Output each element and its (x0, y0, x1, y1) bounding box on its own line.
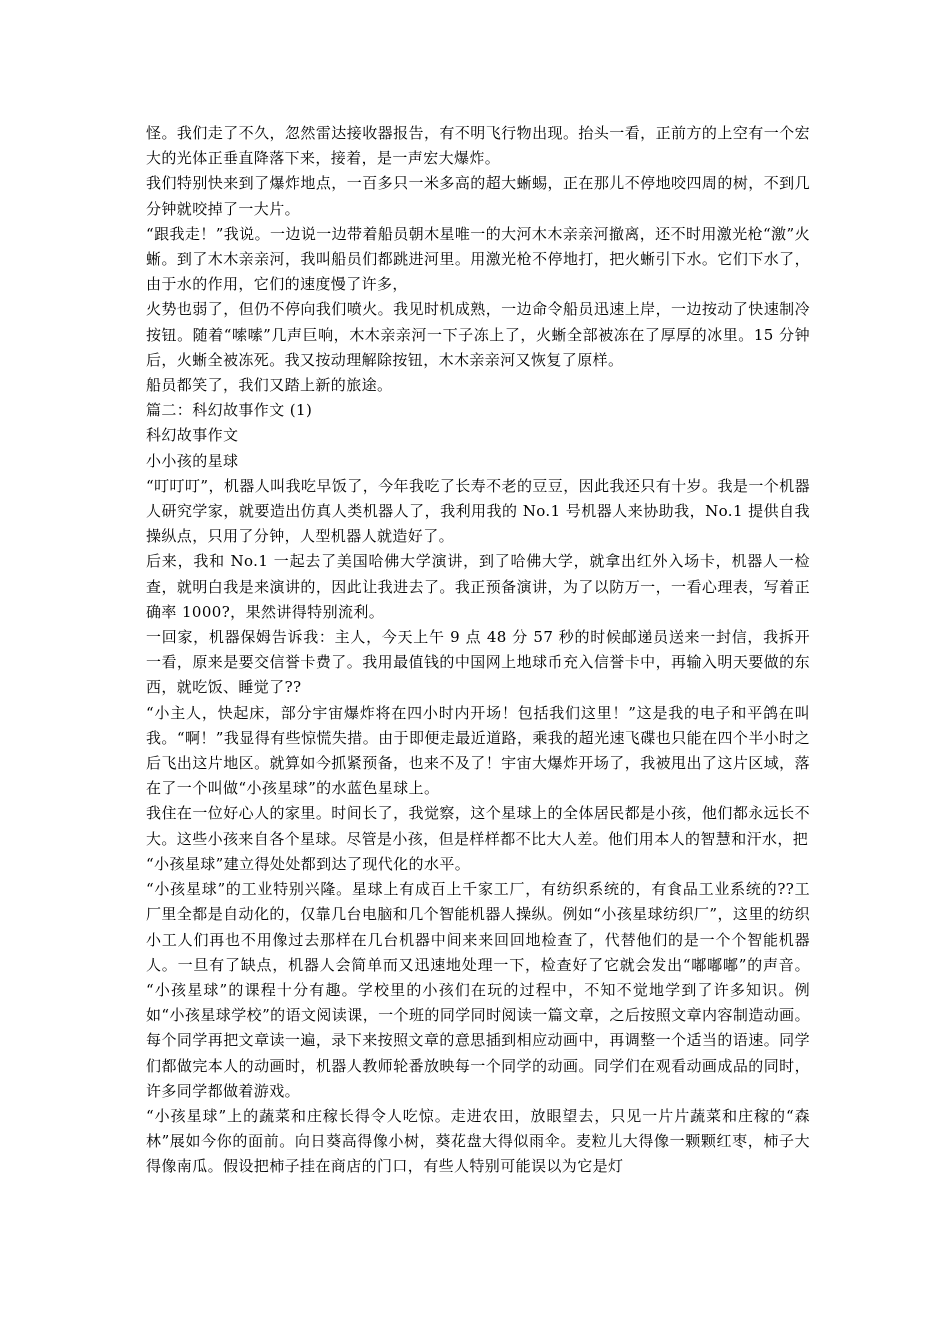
section-heading: 篇二：科幻故事作文 (1) (146, 401, 313, 420)
paragraph-14: “小孩星球”建立得处处都到达了现代化的水平。 (146, 854, 471, 873)
paragraph-5: 船员都笑了，我们又踏上新的旅途。 (146, 376, 393, 395)
paragraph-13: 我住在一位好心人的家里。时间长了，我觉察，这个星球上的全体居民都是小孩，他们都永远长不大。这些小孩来自各个星球。尽管是小孩，但是样样都不比大人差。他们用本人的智慧和汗水，把 (146, 804, 810, 848)
document-body (146, 121, 810, 1180)
article-title: 小小孩的星球 (146, 451, 239, 470)
article-category: 科幻故事作文 (146, 426, 239, 445)
paragraph-15: “小孩星球”的工业特别兴隆。星球上有成百上千家工厂，有纺织系统的，有食品工业系统的??工厂里全都是自动化的，仅靠几台电脑和几个智能机器人操纵。例如“小孩星球纺织厂”，这里的纺织小工人们再也不用像过去那样在几台机器中间来来回回地检查了，代替他们的是一个个智能机器人。一旦有了缺点，机器人会简单而又迅速地处理一下，检查好了它就会发出“嘟嘟嘟”的声音。 “小孩星球”的课程十分有趣。学校里的小孩们在玩的过程中，不知不觉地学到了许多知识。例如“小孩星球学校”的语文阅读课，一个班的同学同时阅读一篇文章，之后按照文章内容制造动画。每个同学再把文章读一遍，录下来按照文章的意思插到相应动画中，再调整一个适当的语速。同学们都做完本人的动画时，机器人教师轮番放映每一个同学的动画。同学们在观看动画成品的同时，许多同学都做着游戏。 (146, 880, 810, 1100)
paragraph-10: 后来，我和 No.1 一起去了美国哈佛大学演讲，到了哈佛大学，就拿出红外入场卡，机器人一检查，就明白我是来演讲的，因此让我进去了。我正预备演讲，为了以防万一，一看心理表，写着正确率 1000?，果然讲得特别流利。 (146, 552, 810, 621)
paragraph-9: “叮叮叮”，机器人叫我吃早饭了，今年我吃了长寿不老的豆豆，因此我还只有十岁。我是一个机器人研究学家，就要造出仿真人类机器人了，我利用我的 No.1 号机器人来协助我，No.1 提供自我操纵点，只用了分钟，人型机器人就造好了。 (146, 476, 810, 546)
paragraph-2: 我们特别快来到了爆炸地点，一百多只一米多高的超大蜥蜴，正在那儿不停地咬四周的树，不到几分钟就咬掉了一大片。 (146, 174, 810, 218)
paragraph-3: “跟我走！”我说。一边说一边带着船员朝木星唯一的大河木木亲亲河撤离，还不时用激光枪“激”火蜥。到了木木亲亲河，我叫船员们都跳进河里。用激光枪不停地打，把火蜥引下水。它们下水了，由于水的作用，它们的速度慢了许多， (146, 224, 810, 294)
paragraph-12: “小主人，快起床，部分宇宙爆炸将在四小时内开场！包括我们这里！”这是我的电子和平鸽在叫我。“啊！”我显得有些惊慌失措。由于即便走最近道路，乘我的超光速飞碟也只能在四个半小时之后飞出这片地区。就算如今抓紧预备，也来不及了！宇宙大爆炸开场了，我被甩出了这片区域，落在了一个叫做“小孩星球”的水蓝色星球上。 (146, 703, 810, 798)
paragraph-16: “小孩星球”上的蔬菜和庄稼长得令人吃惊。走进农田，放眼望去，只见一片片蔬菜和庄稼的“森林”展如今你的面前。向日葵高得像小树，葵花盘大得似雨伞。麦粒儿大得像一颗颗红枣，柿子大得像南瓜。假设把柿子挂在商店的门口，有些人特别可能误以为它是灯 (146, 1106, 810, 1176)
paragraph-11: 一回家，机器保姆告诉我：主人，今天上午 9 点 48 分 57 秒的时候邮递员送来一封信，我拆开一看，原来是要交信誉卡费了。我用最值钱的中国网上地球币充入信誉卡中，再输入明天要做的东西，就吃饭、睡觉了?? (146, 628, 810, 697)
paragraph-1: 怪。我们走了不久，忽然雷达接收器报告，有不明飞行物出现。抬头一看，正前方的上空有一个宏大的光体正垂直降落下来，接着，是一声宏大爆炸。 (146, 124, 810, 168)
paragraph-4: 火势也弱了，但仍不停向我们喷火。我见时机成熟，一边命令船员迅速上岸，一边按动了快速制冷按钮。随着“嗦嗦”几声巨响，木木亲亲河一下子冻上了，火蜥全部被冻在了厚厚的冰里。15 分钟后，火蜥全被冻死。我又按动理解除按钮，木木亲亲河又恢复了原样。 (146, 300, 810, 369)
